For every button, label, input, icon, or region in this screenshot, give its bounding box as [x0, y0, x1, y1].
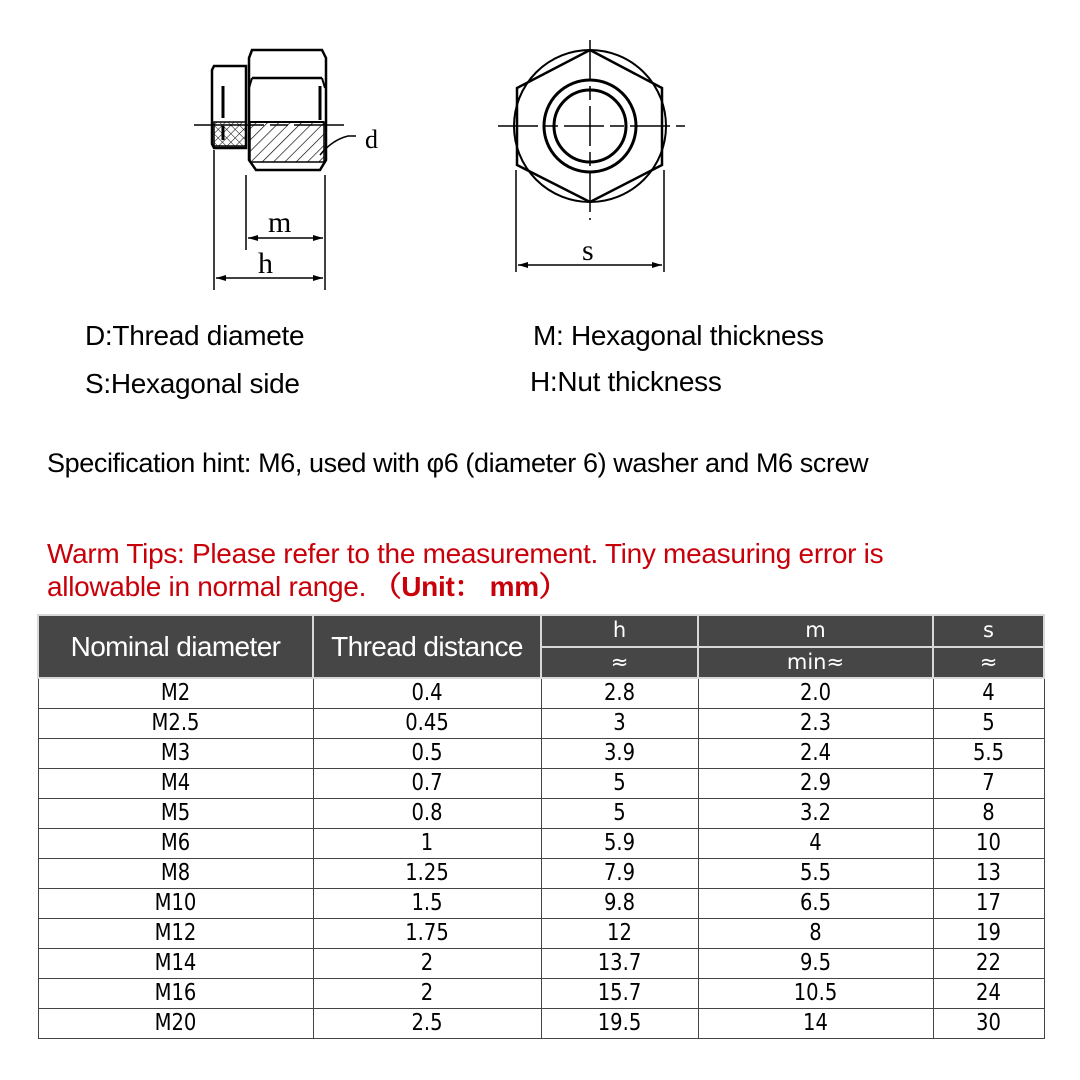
warm-tips-line2: allowable in normal range. — [47, 571, 367, 602]
cell-thread: 2 — [330, 979, 524, 1009]
cell-m: 2.3 — [716, 709, 916, 739]
cell-m: 2.0 — [716, 678, 916, 709]
legend-d: D:Thread diamete — [85, 320, 305, 351]
cell-thread: 2.5 — [330, 1009, 524, 1039]
cell-s: 24 — [941, 979, 1035, 1009]
cell-h: 9.8 — [553, 889, 686, 919]
table-row — [38, 769, 1044, 799]
table-row — [38, 829, 1044, 859]
legend-m: M: Hexagonal thickness — [533, 320, 824, 351]
header-s-sub: ≈ — [933, 647, 1044, 679]
cell-nominal: M2 — [59, 678, 293, 709]
cell-thread: 2 — [330, 949, 524, 979]
cell-nominal: M4 — [59, 769, 293, 799]
cell-m: 6.5 — [716, 889, 916, 919]
cell-m: 2.9 — [716, 769, 916, 799]
cell-m: 3.2 — [716, 799, 916, 829]
cell-s: 10 — [941, 829, 1035, 859]
cell-h: 19.5 — [553, 1009, 686, 1039]
legend-s: S:Hexagonal side — [85, 368, 300, 399]
cell-m: 5.5 — [716, 859, 916, 889]
cell-h: 5.9 — [553, 829, 686, 859]
table-row — [38, 919, 1044, 949]
cell-m: 8 — [716, 919, 916, 949]
cell-nominal: M12 — [59, 919, 293, 949]
cell-s: 22 — [941, 949, 1035, 979]
cell-h: 13.7 — [553, 949, 686, 979]
cell-thread: 1.5 — [330, 889, 524, 919]
header-s: s — [933, 615, 1044, 647]
table-body — [38, 678, 1044, 1039]
cell-s: 7 — [941, 769, 1035, 799]
cell-h: 3.9 — [553, 739, 686, 769]
cell-thread: 0.5 — [330, 739, 524, 769]
cell-s: 30 — [941, 1009, 1035, 1039]
nut-top-view-diagram — [490, 40, 700, 280]
dim-m-label: m — [268, 206, 292, 239]
cell-s: 8 — [941, 799, 1035, 829]
table-row — [38, 709, 1044, 739]
cell-s: 4 — [941, 678, 1035, 709]
dim-h-label: h — [258, 247, 273, 280]
header-m: m — [698, 615, 933, 647]
cell-h: 12 — [553, 919, 686, 949]
cell-h: 15.7 — [553, 979, 686, 1009]
cell-thread: 0.45 — [330, 709, 524, 739]
cell-nominal: M16 — [59, 979, 293, 1009]
cell-h: 7.9 — [553, 859, 686, 889]
nut-side-view-diagram — [180, 40, 400, 300]
legend-h: H:Nut thickness — [530, 366, 722, 397]
cell-nominal: M5 — [59, 799, 293, 829]
cell-nominal: M10 — [59, 889, 293, 919]
table-row — [38, 799, 1044, 829]
cell-m: 4 — [716, 829, 916, 859]
cell-thread: 0.8 — [330, 799, 524, 829]
cell-m: 2.4 — [716, 739, 916, 769]
cell-thread: 1.25 — [330, 859, 524, 889]
cell-s: 5.5 — [941, 739, 1035, 769]
table-row — [38, 889, 1044, 919]
specification-table — [37, 614, 1045, 1039]
cell-s: 17 — [941, 889, 1035, 919]
cell-nominal: M3 — [59, 739, 293, 769]
cell-s: 13 — [941, 859, 1035, 889]
cell-h: 2.8 — [553, 678, 686, 709]
cell-m: 14 — [716, 1009, 916, 1039]
header-m-sub: min≈ — [698, 647, 933, 679]
header-h-sub: ≈ — [541, 647, 698, 679]
table-row — [38, 979, 1044, 1009]
cell-nominal: M2.5 — [59, 709, 293, 739]
cell-h: 5 — [553, 799, 686, 829]
cell-thread: 0.7 — [330, 769, 524, 799]
cell-nominal: M8 — [59, 859, 293, 889]
header-thread-distance: Thread distance — [313, 615, 541, 678]
cell-thread: 1 — [330, 829, 524, 859]
unit-note: （Unit： mm） — [373, 571, 567, 602]
table-row — [38, 949, 1044, 979]
header-nominal-diameter: Nominal diameter — [38, 615, 313, 678]
table-row — [38, 678, 1044, 709]
cell-m: 9.5 — [716, 949, 916, 979]
cell-nominal: M6 — [59, 829, 293, 859]
dim-s-label: s — [582, 234, 594, 267]
specification-hint: Specification hint: M6, used with φ6 (diameter 6) washer and M6 screw — [47, 448, 869, 478]
table-row — [38, 859, 1044, 889]
cell-nominal: M20 — [59, 1009, 293, 1039]
cell-nominal: M14 — [59, 949, 293, 979]
table-row — [38, 739, 1044, 769]
table-row — [38, 1009, 1044, 1039]
cell-thread: 1.75 — [330, 919, 524, 949]
dim-d-label: d — [365, 125, 378, 154]
warm-tips-line1: Warm Tips: Please refer to the measurement. Tiny measuring error is — [47, 538, 884, 569]
cell-s: 5 — [941, 709, 1035, 739]
header-h: h — [541, 615, 698, 647]
cell-thread: 0.4 — [330, 678, 524, 709]
cell-h: 3 — [553, 709, 686, 739]
cell-s: 19 — [941, 919, 1035, 949]
cell-h: 5 — [553, 769, 686, 799]
warm-tips — [47, 537, 1057, 603]
cell-m: 10.5 — [716, 979, 916, 1009]
